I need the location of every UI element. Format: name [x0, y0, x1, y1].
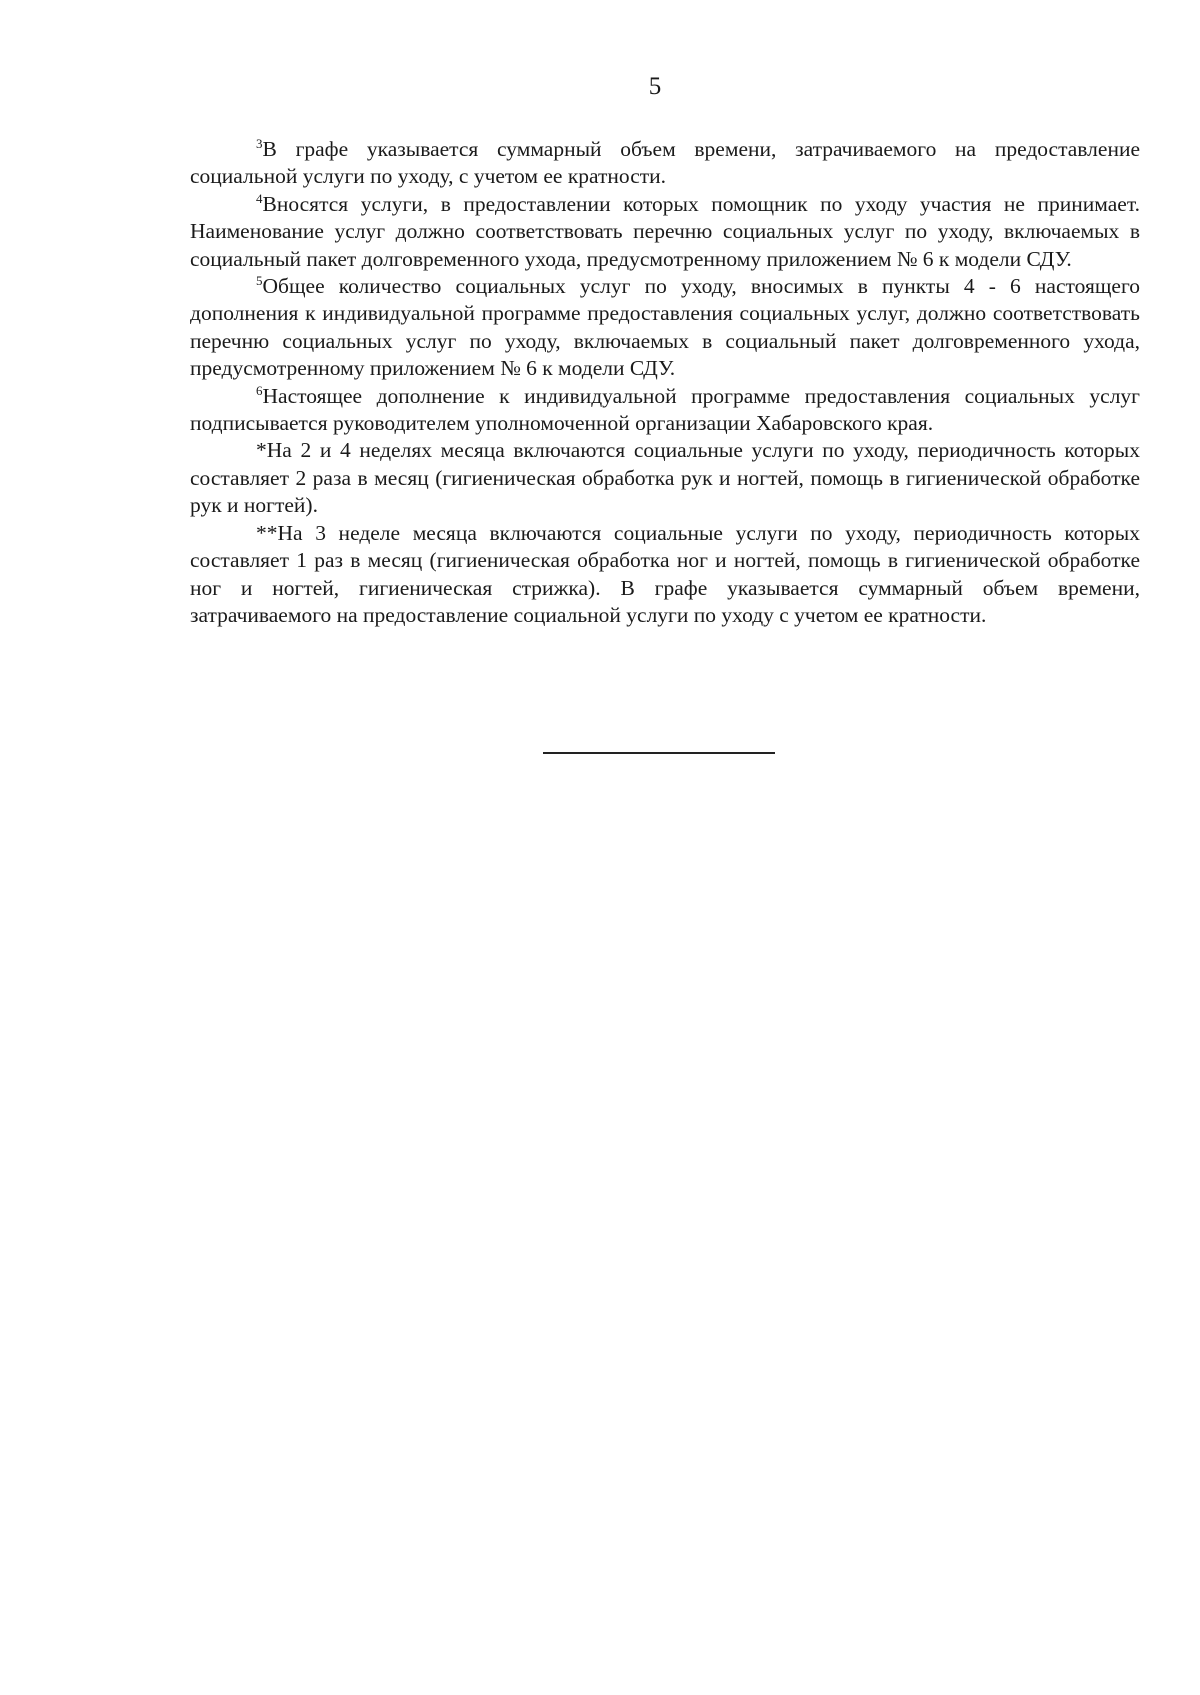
note-text: **На 3 неделе месяца включаются социальные услуги по уходу, периодичность которых составляет 1 раз в месяц (гигиеническая обработка ног и ногтей, помощь в гигиенической обработке ног и ногтей, гигиеническая стрижка). В графе указывается суммарный объем времени, затрачиваемого на предоставление социальной услуги по уходу с учетом ее кратности.	[190, 520, 1140, 627]
footnote-4	[190, 191, 1140, 273]
footnote-text: В графе указывается суммарный объем времени, затрачиваемого на предоставление социальной услуги по уходу, с учетом ее кратности.	[190, 137, 1140, 189]
footnote-6	[190, 383, 1140, 438]
note-week-3	[190, 520, 1140, 630]
footnote-3	[190, 136, 1140, 191]
footnote-marker: 3	[256, 136, 263, 151]
footnote-marker: 4	[256, 190, 263, 206]
page-number: 5	[648, 73, 662, 100]
end-separator-line	[543, 752, 775, 754]
footnotes-block	[190, 136, 1140, 629]
note-text: *На 2 и 4 неделях месяца включаются социальные услуги по уходу, периодичность которых составляет 2 раза в месяц (гигиеническая обработка рук и ногтей, помощь в гигиенической обработке рук и ногтей).	[190, 438, 1140, 518]
footnote-text: Общее количество социальных услуг по уходу, вносимых в пункты 4 - 6 настоящего дополнения к индивидуальной программе предоставления социальных услуг, должно соответствовать перечню социальных услуг по уходу, включаемых в социальный пакет долговременного ухода, предусмотренному приложением № 6 к модели СДУ.	[190, 274, 1140, 381]
footnote-text: Настоящее дополнение к индивидуальной программе предоставления социальных услуг подписывается руководителем уполномоченной организации Хабаровского края.	[190, 383, 1140, 436]
footnote-5	[190, 273, 1140, 383]
note-weeks-2-4	[190, 437, 1140, 519]
footnote-marker: 6	[256, 382, 263, 398]
footnote-marker: 5	[256, 273, 263, 289]
footnote-text: Вносятся услуги, в предоставлении которых помощник по уходу участия не принимает. Наименование услуг должно соответствовать перечню социальных услуг по уходу, включаемых в социальный пакет долговременного ухода, предусмотренному приложением № 6 к модели СДУ.	[190, 191, 1140, 271]
